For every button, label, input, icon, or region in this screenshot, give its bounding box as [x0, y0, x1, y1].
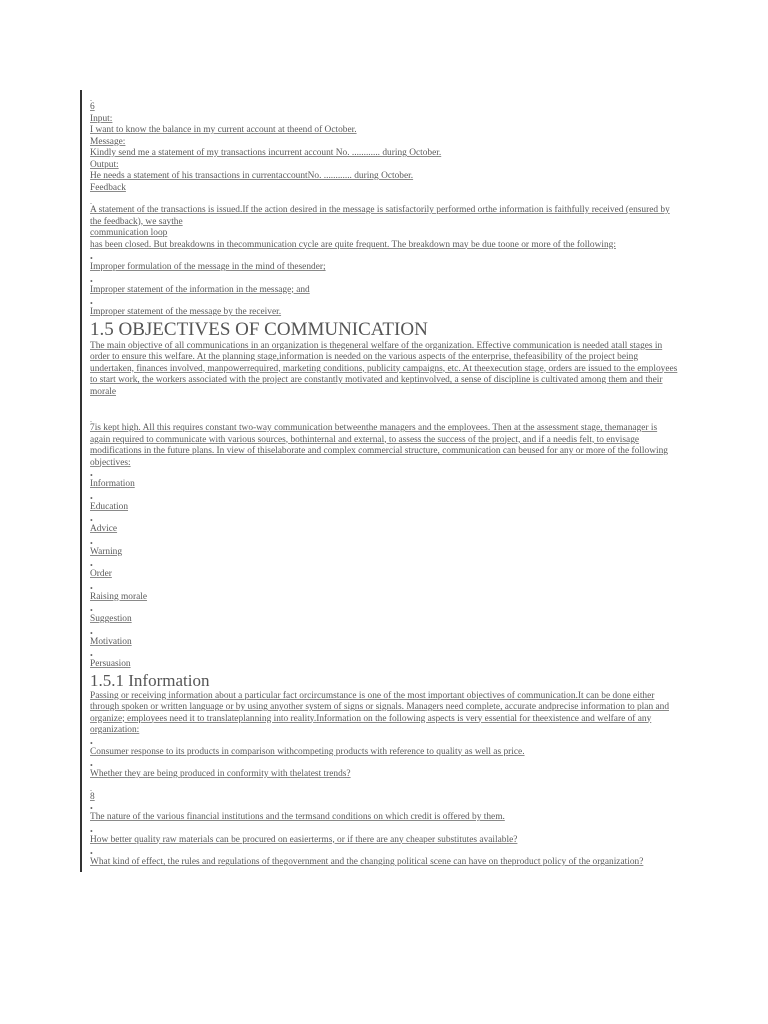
bullet-marker: • [90, 583, 93, 593]
objective-item: Persuasion [90, 659, 131, 669]
objective-item: Raising morale [90, 591, 148, 602]
aspect-item: Consumer response to its products in comparison withcompeting products with reference to quality as well as price. [90, 746, 525, 757]
bullet-marker: • [90, 254, 93, 263]
dot-marker: . [90, 94, 92, 103]
section-heading-objectives: 1.5 OBJECTIVES OF COMMUNICATION [90, 318, 428, 340]
page-number: 6 [90, 102, 95, 112]
objective-item: Education [90, 501, 129, 512]
objectives-paragraph: The main objective of all communications in an organization is thegeneral welfare of the organization. Effective communication is needed atall stages in order to ensure this welfare. At the planning stage,information is needed on the various aspects of the enterprise, thefeasibility of the project being undertaken, finances involved, manpowerrequired, marketing conditions, publicity campaigns, etc. At theexecution stage, orders are issued to the employees to start work, the workers associated with the project are constantly motivated and keptinvolved, a sense of discipline is cultivated among them and their morale [90, 340, 678, 397]
bullet-marker: • [90, 561, 93, 570]
bullet-marker: • [90, 471, 93, 480]
bullet-marker: • [90, 628, 93, 638]
line-input-text: I want to know the balance in my current account at theend of October. [90, 125, 357, 135]
bullet-marker: • [90, 493, 93, 503]
aspect-item: The nature of the various financial institutions and the termsand conditions on which credit is offered by them. [90, 812, 505, 822]
objective-item: Suggestion [90, 614, 132, 624]
bullet-marker: • [90, 849, 93, 858]
bullet-marker: • [90, 761, 93, 770]
dot-marker: . [90, 415, 92, 424]
line-message-text: Kindly send me a statement of my transactions incurrent account No. ............ during October. [90, 148, 442, 158]
objective-item: Motivation [90, 636, 132, 647]
margin-rule [80, 90, 82, 872]
information-paragraph: Passing or receiving information about a particular fact orcircumstance is one of the most important objectives of communication.It can be done either through spoken or written language or by using anyother system of signs or signals. Managers need complete, accurate andprecise information to plan and organize; employees need it to translateplanning into reality.Information on the following aspects is very essential for theexistence and welfare of any organization: [90, 690, 670, 735]
dot-marker: . [90, 783, 92, 793]
page-number: 8 [90, 791, 95, 802]
breakdown-intro: has been closed. But breakdowns in thecommunication cycle are quite frequent. The breakdown may be due toone or more of the following: [90, 239, 616, 250]
bullet-marker: • [90, 299, 93, 308]
communication-loop-text: communication loop [90, 228, 168, 238]
aspect-item: Whether they are being produced in conformity with thelatest trends? [90, 769, 351, 779]
bullet-marker: • [90, 651, 93, 660]
bullet-marker: • [90, 804, 93, 813]
line-message-label: Message: [90, 136, 126, 147]
bullet-marker: • [90, 516, 93, 525]
bullet-marker: • [90, 538, 93, 548]
bullet-marker: • [90, 606, 93, 615]
line-output-label: Output: [90, 159, 119, 170]
bullet-marker: • [90, 276, 93, 286]
breakdown-item: Improper formulation of the message in the mind of thesender; [90, 262, 326, 272]
objective-item: Warning [90, 546, 123, 557]
line-input-label: Input: [90, 113, 113, 124]
aspect-item: How better quality raw materials can be procured on easierterms, or if there are any cheaper substitutes available? [90, 834, 518, 845]
kept-high-paragraph: 7is kept high. All this requires constant two-way communication betweenthe managers and the employees. Then at the assessment stage, themanager is again required to communicate with various sources, bothinternal and external, to assess the success of the project, and if a needis felt, to envisage modifications in the future plans. In view of thiselaborate and complex commercial structure, communication can beused for any or more of the following objectives: [90, 423, 668, 468]
objective-item: Information [90, 479, 135, 489]
document-body [90, 95, 678, 869]
section-heading-information: 1.5.1 Information [90, 670, 210, 690]
breakdown-item: Improper statement of the information in the message; and [90, 284, 310, 295]
line-feedback-label: Feedback [90, 182, 126, 193]
aspect-item: What kind of effect, the rules and regulations of thegovernment and the changing political scene can have on theproduct policy of the organization? [90, 857, 644, 867]
bullet-marker: • [90, 738, 93, 748]
objective-item: Advice [90, 524, 118, 534]
bullet-marker: • [90, 826, 93, 836]
dot-marker: . [90, 197, 92, 206]
breakdown-item: Improper statement of the message by the receiver. [90, 307, 282, 317]
feedback-paragraph: A statement of the transactions is issued.If the action desired in the message is satisfactorily performed orthe information is faithfully received (ensured by the feedback), we saythe [90, 205, 670, 227]
line-output-text: He needs a statement of his transactions in currentaccountNo. ............ during October. [90, 171, 414, 181]
objective-item: Order [90, 569, 112, 579]
